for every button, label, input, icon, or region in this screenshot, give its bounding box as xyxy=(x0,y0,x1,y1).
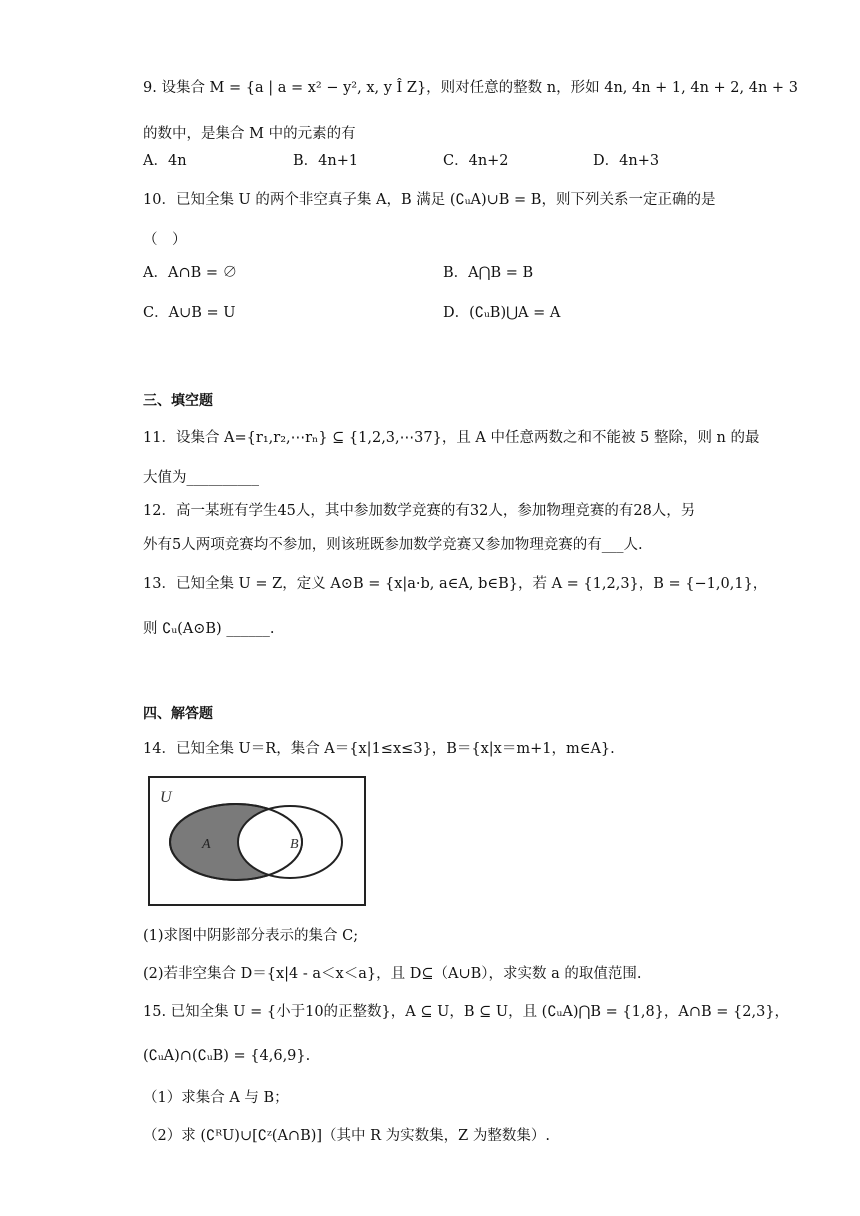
q13-stem: 13．已知全集 U = Z，定义 A⊙B = {x|a·b, a∈A, b∈B}，若 A = {1,2,3}，B = {−1,0,1}， xyxy=(143,576,768,592)
q9-stem: 9. 设集合 M = {a | a = x² − y², x, y Î Z}，则对任意的整数 n，形如 4n, 4n + 1, 4n + 2, 4n + 3 xyxy=(143,80,798,96)
venn-label-a: A xyxy=(202,837,211,852)
q15-part1: （1）求集合 A 与 B； xyxy=(143,1090,289,1106)
q9-option-b: B．4n+1 xyxy=(293,153,359,169)
q11-stem-cont: 大值为__________ xyxy=(143,470,259,486)
venn-label-u: U xyxy=(160,789,172,806)
venn-diagram xyxy=(148,776,366,906)
q9-option-c: C．4n+2 xyxy=(443,153,509,169)
q10-option-a: A．A∩B = ∅ xyxy=(143,265,238,281)
q14-stem: 14．已知全集 U＝R，集合 A＝{x|1≤x≤3}，B＝{x|x＝m+1，m∈A}. xyxy=(143,741,615,757)
q10-option-d: D．(∁ᵤB)⋃A = A xyxy=(443,305,561,321)
q15-stem: 15. 已知全集 U = {小于10的正整数}，A ⊆ U，B ⊆ U，且 (∁ᵤA)⋂B = {1,8}，A∩B = {2,3}， xyxy=(143,1004,790,1020)
q11-stem: 11．设集合 A={r₁,r₂,⋯rₙ} ⊆ {1,2,3,⋯37}，且 A 中任意两数之和不能被 5 整除，则 n 的最 xyxy=(143,430,760,446)
q13-stem-cont: 则 ∁ᵤ(A⊙B) ______. xyxy=(143,621,275,637)
q12-stem-cont: 外有5人两项竞赛均不参加，则该班既参加数学竞赛又参加物理竞赛的有___人. xyxy=(143,537,643,553)
q15-part2: （2）求 (∁ᴿU)∪[∁ᶻ(A∩B)]（其中 R 为实数集，Z 为整数集）. xyxy=(143,1128,550,1144)
q10-stem-cont: （ ） xyxy=(143,232,187,248)
section-title-fill-in: 三、填空题 xyxy=(143,393,213,409)
q9-option-a: A．4n xyxy=(143,153,187,169)
q10-stem: 10．已知全集 U 的两个非空真子集 A，B 满足 (∁ᵤA)∪B = B，则下列关系一定正确的是 xyxy=(143,192,716,208)
q14-part1: (1)求图中阴影部分表示的集合 C; xyxy=(143,928,359,944)
q10-option-c: C．A∪B = U xyxy=(143,305,236,321)
venn-label-b: B xyxy=(290,837,299,852)
q14-part2: (2)若非空集合 D＝{x|4 - a＜x＜a}，且 D⊆（A∪B），求实数 a 的取值范围. xyxy=(143,966,642,982)
q15-stem-cont: (∁ᵤA)∩(∁ᵤB) = {4,6,9}. xyxy=(143,1048,311,1064)
q12-stem: 12．高一某班有学生45人，其中参加数学竞赛的有32人，参加物理竞赛的有28人，另 xyxy=(143,503,696,519)
q10-option-b: B．A⋂B = B xyxy=(443,265,534,281)
section-title-answer: 四、解答题 xyxy=(143,706,213,722)
q9-stem-cont: 的数中，是集合 M 中的元素的有 xyxy=(143,126,356,142)
q9-option-d: D．4n+3 xyxy=(593,153,660,169)
